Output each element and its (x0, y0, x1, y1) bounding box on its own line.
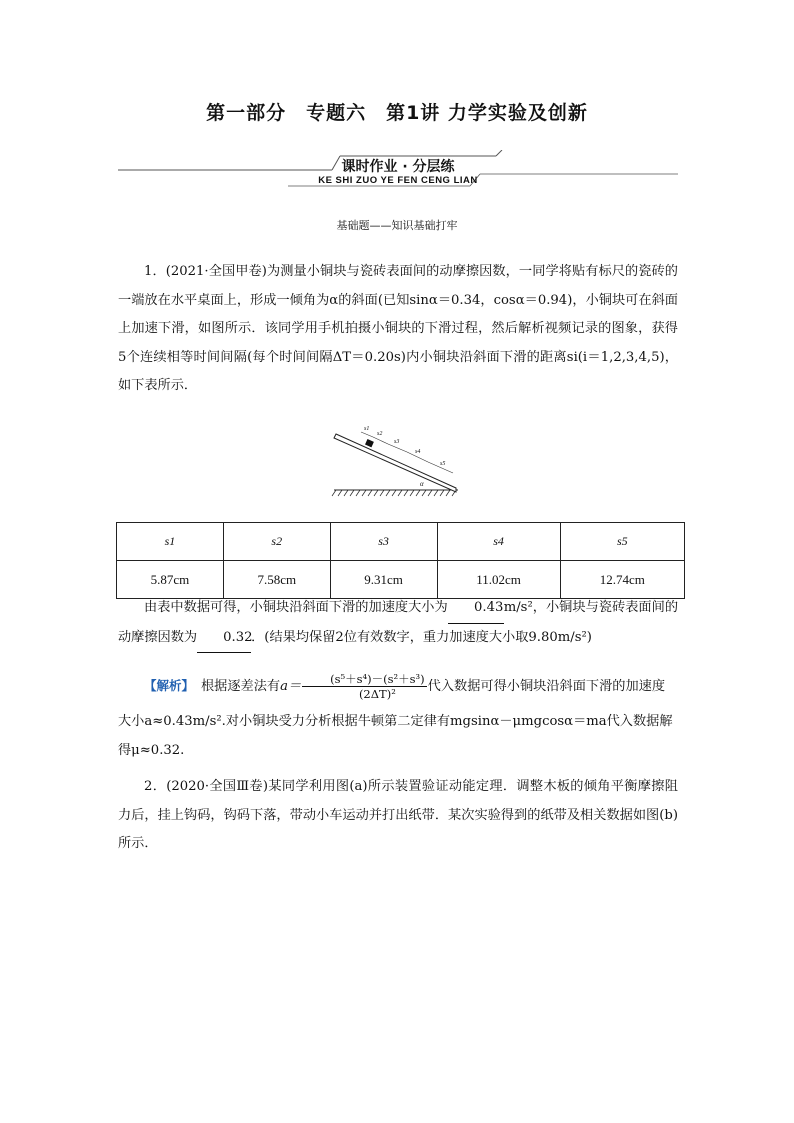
tail-b-text: ．(结果均保留2位有效数字，重力加速度大小取9.80m/s²) (251, 629, 592, 645)
table-cell: 12.74cm (560, 561, 684, 599)
table-cell: 11.02cm (437, 561, 560, 599)
analysis-tag: 【解析】 (144, 678, 188, 693)
formula-numerator: (s⁵＋s⁴)－(s²＋s³) (302, 672, 427, 687)
copper-block (365, 439, 374, 447)
answer-b-blank: 0.32 (197, 624, 251, 654)
table-cell: 5.87cm (117, 561, 224, 599)
table-cell: 7.58cm (223, 561, 330, 599)
label-s1: s1 (364, 426, 370, 432)
table-header-cell: s5 (560, 523, 684, 561)
label-s5: s5 (440, 461, 446, 467)
analysis-line-3: 得μ≈0.32. (118, 743, 185, 758)
label-s3: s3 (394, 439, 400, 445)
question-1-answers (118, 594, 678, 653)
banner-subtitle: KE SHI ZUO YE FEN CENG LIAN (318, 175, 478, 186)
incline-diagram (330, 420, 460, 500)
formula-denominator: (2ΔT)² (358, 687, 396, 701)
table-header-cell: s3 (330, 523, 437, 561)
question-1-text: 1．(2021·全国甲卷)为测量小铜块与瓷砖表面间的动摩擦因数，一同学将贴有标尺的瓷砖的一端放在水平桌面上，形成一倾角为α的斜面(已知sinα＝0.34，cosα＝0.94)，小铜块可在斜面上加速下滑，如图所示．该同学用手机拍摄小铜块的下滑过程，然后解析视频记录的图象，获得5个连续相等时间间隔(每个时间间隔ΔT＝0.20s)内小铜块沿斜面下滑的距离si(i＝1,2,3,4,5)，如下表所示． (118, 264, 678, 393)
table-header-cell: s2 (223, 523, 330, 561)
banner-title: 课时作业 · 分层练 (341, 159, 455, 175)
question-2-text: 2．(2020·全国Ⅲ卷)某同学利用图(a)所示装置验证动能定理．调整木板的倾角平衡摩擦阻力后，挂上钩码，钩码下落，带动小车运动并打出纸带．某次实验得到的纸带及相关数据如图(b)所示． (118, 779, 678, 851)
question-a-text: 由表中数据可得，小铜块沿斜面下滑的加速度大小为 (144, 600, 448, 615)
distance-table (116, 522, 685, 599)
answer-a-blank: 0.43 (448, 594, 504, 624)
table-row (117, 561, 685, 599)
analysis-text-2: 代入数据可得小铜块沿斜面下滑的加速度 (427, 679, 666, 694)
unit-a-text: m/s²，小铜块与瓷砖表面 (503, 600, 652, 615)
table-header-cell: s4 (437, 523, 560, 561)
label-alpha: α (420, 480, 424, 488)
table-cell: 9.31cm (330, 561, 437, 599)
analysis-block (118, 672, 678, 702)
label-s4: s4 (415, 449, 421, 455)
question-b-text: 间的动摩擦因数为 (118, 600, 679, 645)
analysis-text-1: 根据逐差法有 (200, 679, 281, 694)
analysis-line-2: 大小a≈0.43m/s².对小铜块受力分析根据牛顿第二定律有mgsinα－μmgcosα＝ma代入数据解 (118, 714, 673, 729)
table-header-row (117, 523, 685, 561)
incline-figure (330, 420, 460, 500)
section-label: 基础题——知识基础打牢 (336, 219, 458, 232)
formula-fraction (302, 672, 427, 701)
formula-lhs: a＝ (280, 679, 302, 694)
table-header-cell: s1 (117, 523, 224, 561)
homework-banner (118, 150, 678, 190)
label-s2: s2 (377, 431, 383, 437)
page-title: 第一部分 专题六 第1讲 力学实验及创新 (206, 102, 588, 124)
